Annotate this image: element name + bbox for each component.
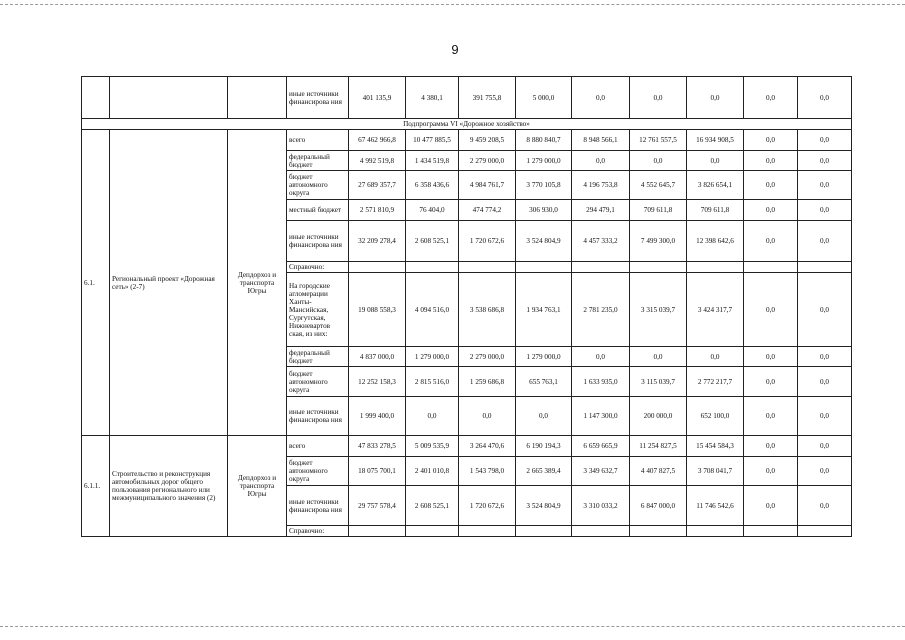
value-cell: 0,0	[687, 151, 744, 171]
value-cell: 3 524 804,9	[516, 486, 572, 526]
block-number: 6.1.	[82, 130, 110, 436]
value-cell: 652 100,0	[687, 397, 744, 436]
blank-cell	[228, 77, 287, 119]
value-cell: 2 772 217,7	[687, 367, 744, 397]
scan-edge-bottom	[0, 626, 905, 628]
value-cell: 9 459 208,5	[459, 130, 516, 151]
value-cell: 1 259 686,8	[459, 367, 516, 397]
value-cell: 0,0	[798, 486, 852, 526]
value-cell: 18 075 700,1	[349, 457, 406, 486]
value-cell: 0,0	[744, 200, 798, 221]
value-cell: 4 407 827,5	[630, 457, 687, 486]
value-cell: 0,0	[744, 130, 798, 151]
value-cell: 0,0	[798, 221, 852, 262]
value-cell: 4 380,1	[406, 77, 459, 119]
value-cell: 76 404,0	[406, 200, 459, 221]
value-cell: 19 088 558,3	[349, 273, 406, 347]
value-cell: 3 538 686,8	[459, 273, 516, 347]
reference-label: Справочно:	[287, 526, 349, 537]
value-cell: 474 774,2	[459, 200, 516, 221]
value-cell: 12 761 557,5	[630, 130, 687, 151]
value-cell: 0,0	[798, 273, 852, 347]
funding-source: всего	[287, 436, 349, 457]
blank-cell	[744, 262, 798, 273]
value-cell: 16 934 908,5	[687, 130, 744, 151]
value-cell: 0,0	[744, 457, 798, 486]
value-cell: 12 398 642,6	[687, 221, 744, 262]
value-cell: 0,0	[744, 367, 798, 397]
blank-cell	[572, 262, 630, 273]
value-cell: 2 279 000,0	[459, 151, 516, 171]
block-name: Строительство и реконструкция автомобильных дорог общего пользования регионального или межмуниципального значения (2)	[110, 436, 228, 537]
funding-source: бюджет автономного округа	[287, 171, 349, 200]
funding-source: бюджет автономного округа	[287, 457, 349, 486]
value-cell: 3 315 039,7	[630, 273, 687, 347]
value-cell: 709 611,8	[630, 200, 687, 221]
value-cell: 4 552 645,7	[630, 171, 687, 200]
value-cell: 0,0	[744, 436, 798, 457]
value-cell: 3 424 317,7	[687, 273, 744, 347]
value-cell: 29 757 578,4	[349, 486, 406, 526]
funding-source: федеральный бюджет	[287, 151, 349, 171]
value-cell: 2 608 525,1	[406, 221, 459, 262]
blank-cell	[110, 77, 228, 119]
funding-source: федеральный бюджет	[287, 347, 349, 367]
value-cell: 0,0	[687, 77, 744, 119]
table-row	[82, 130, 852, 151]
value-cell: 4 196 753,8	[572, 171, 630, 200]
value-cell: 1 434 519,8	[406, 151, 459, 171]
value-cell: 1 147 300,0	[572, 397, 630, 436]
value-cell: 5 009 535,9	[406, 436, 459, 457]
value-cell: 401 135,9	[349, 77, 406, 119]
block-number: 6.1.1.	[82, 436, 110, 537]
table-row	[82, 436, 852, 457]
value-cell: 11 254 827,5	[630, 436, 687, 457]
scan-edge-top	[0, 4, 905, 6]
value-cell: 2 608 525,1	[406, 486, 459, 526]
value-cell: 1 279 000,0	[516, 347, 572, 367]
funding-source: всего	[287, 130, 349, 151]
value-cell: 0,0	[630, 347, 687, 367]
value-cell: 3 770 105,8	[516, 171, 572, 200]
blank-cell	[687, 526, 744, 537]
value-cell: 200 000,0	[630, 397, 687, 436]
program-budget-table	[81, 76, 852, 537]
funding-source: иные источники финансирова ния	[287, 397, 349, 436]
value-cell: 8 880 840,7	[516, 130, 572, 151]
value-cell: 0,0	[406, 397, 459, 436]
value-cell: 0,0	[798, 457, 852, 486]
value-cell: 5 000,0	[516, 77, 572, 119]
value-cell: 0,0	[630, 151, 687, 171]
value-cell: 1 279 000,0	[406, 347, 459, 367]
value-cell: 0,0	[798, 200, 852, 221]
value-cell: 1 720 672,6	[459, 221, 516, 262]
value-cell: 0,0	[744, 221, 798, 262]
value-cell: 0,0	[744, 77, 798, 119]
value-cell: 0,0	[630, 77, 687, 119]
blank-cell	[630, 526, 687, 537]
subprogram-title: Подпрограмма VI «Дорожное хозяйство»	[82, 119, 852, 130]
table-row	[82, 77, 852, 119]
funding-source: местный бюджет	[287, 200, 349, 221]
value-cell: 3 349 632,7	[572, 457, 630, 486]
value-cell: 0,0	[744, 171, 798, 200]
block-executor: Депдорхоз и транспорта Югры	[228, 436, 287, 537]
blank-cell	[572, 526, 630, 537]
funding-source: На городские агломерации Ханты-Мансийская, Сургутская, Нижневартов ская, из них:	[287, 273, 349, 347]
blank-cell	[459, 262, 516, 273]
value-cell: 27 689 357,7	[349, 171, 406, 200]
value-cell: 4 457 333,2	[572, 221, 630, 262]
value-cell: 4 984 761,7	[459, 171, 516, 200]
value-cell: 11 746 542,6	[687, 486, 744, 526]
funding-source: бюджет автономного округа	[287, 367, 349, 397]
value-cell: 2 665 389,4	[516, 457, 572, 486]
value-cell: 8 948 566,1	[572, 130, 630, 151]
value-cell: 3 264 470,6	[459, 436, 516, 457]
value-cell: 0,0	[744, 347, 798, 367]
value-cell: 0,0	[687, 347, 744, 367]
value-cell: 294 479,1	[572, 200, 630, 221]
value-cell: 67 462 966,8	[349, 130, 406, 151]
value-cell: 0,0	[744, 397, 798, 436]
blank-cell	[744, 526, 798, 537]
blank-cell	[459, 526, 516, 537]
value-cell: 32 209 278,4	[349, 221, 406, 262]
block-executor: Депдорхоз и транспорта Югры	[228, 130, 287, 436]
value-cell: 47 833 278,5	[349, 436, 406, 457]
value-cell: 6 659 665,9	[572, 436, 630, 457]
value-cell: 6 847 000,0	[630, 486, 687, 526]
value-cell: 6 358 436,6	[406, 171, 459, 200]
table-row	[82, 119, 852, 130]
value-cell: 3 708 041,7	[687, 457, 744, 486]
value-cell: 3 524 804,9	[516, 221, 572, 262]
value-cell: 0,0	[744, 486, 798, 526]
page-number: 9	[451, 42, 459, 57]
value-cell: 3 826 654,1	[687, 171, 744, 200]
value-cell: 1 543 798,0	[459, 457, 516, 486]
value-cell: 15 454 584,3	[687, 436, 744, 457]
value-cell: 0,0	[459, 397, 516, 436]
value-cell: 3 115 039,7	[630, 367, 687, 397]
value-cell: 2 279 000,0	[459, 347, 516, 367]
blank-cell	[82, 77, 110, 119]
value-cell: 0,0	[516, 397, 572, 436]
value-cell: 0,0	[572, 77, 630, 119]
blank-cell	[349, 526, 406, 537]
block-name: Региональный проект «Дорожная сеть» (2-7)	[110, 130, 228, 436]
funding-source: иные источники финансирова ния	[287, 486, 349, 526]
value-cell: 655 763,1	[516, 367, 572, 397]
value-cell: 7 499 300,0	[630, 221, 687, 262]
blank-cell	[406, 526, 459, 537]
value-cell: 1 934 763,1	[516, 273, 572, 347]
blank-cell	[687, 262, 744, 273]
value-cell: 2 401 010,8	[406, 457, 459, 486]
value-cell: 0,0	[798, 130, 852, 151]
value-cell: 1 633 935,0	[572, 367, 630, 397]
value-cell: 4 992 519,8	[349, 151, 406, 171]
value-cell: 306 930,0	[516, 200, 572, 221]
value-cell: 0,0	[798, 367, 852, 397]
value-cell: 0,0	[572, 151, 630, 171]
value-cell: 12 252 158,3	[349, 367, 406, 397]
value-cell: 3 310 033,2	[572, 486, 630, 526]
value-cell: 709 611,8	[687, 200, 744, 221]
value-cell: 1 999 400,0	[349, 397, 406, 436]
value-cell: 2 571 810,9	[349, 200, 406, 221]
blank-cell	[349, 262, 406, 273]
value-cell: 0,0	[744, 151, 798, 171]
value-cell: 0,0	[798, 436, 852, 457]
value-cell: 0,0	[798, 397, 852, 436]
value-cell: 4 094 516,0	[406, 273, 459, 347]
value-cell: 0,0	[798, 347, 852, 367]
value-cell: 0,0	[798, 77, 852, 119]
value-cell: 1 279 000,0	[516, 151, 572, 171]
value-cell: 391 755,8	[459, 77, 516, 119]
value-cell: 0,0	[798, 171, 852, 200]
value-cell: 10 477 885,5	[406, 130, 459, 151]
value-cell: 2 815 516,0	[406, 367, 459, 397]
value-cell: 0,0	[744, 273, 798, 347]
value-cell: 6 190 194,3	[516, 436, 572, 457]
blank-cell	[630, 262, 687, 273]
value-cell: 0,0	[798, 151, 852, 171]
value-cell: 0,0	[572, 347, 630, 367]
value-cell: 4 837 000,0	[349, 347, 406, 367]
blank-cell	[798, 526, 852, 537]
blank-cell	[516, 526, 572, 537]
blank-cell	[406, 262, 459, 273]
blank-cell	[516, 262, 572, 273]
funding-source: иные источники финансирова ния	[287, 77, 349, 119]
funding-source: иные источники финансирова ния	[287, 221, 349, 262]
value-cell: 2 781 235,0	[572, 273, 630, 347]
reference-label: Справочно:	[287, 262, 349, 273]
value-cell: 1 720 672,6	[459, 486, 516, 526]
blank-cell	[798, 262, 852, 273]
